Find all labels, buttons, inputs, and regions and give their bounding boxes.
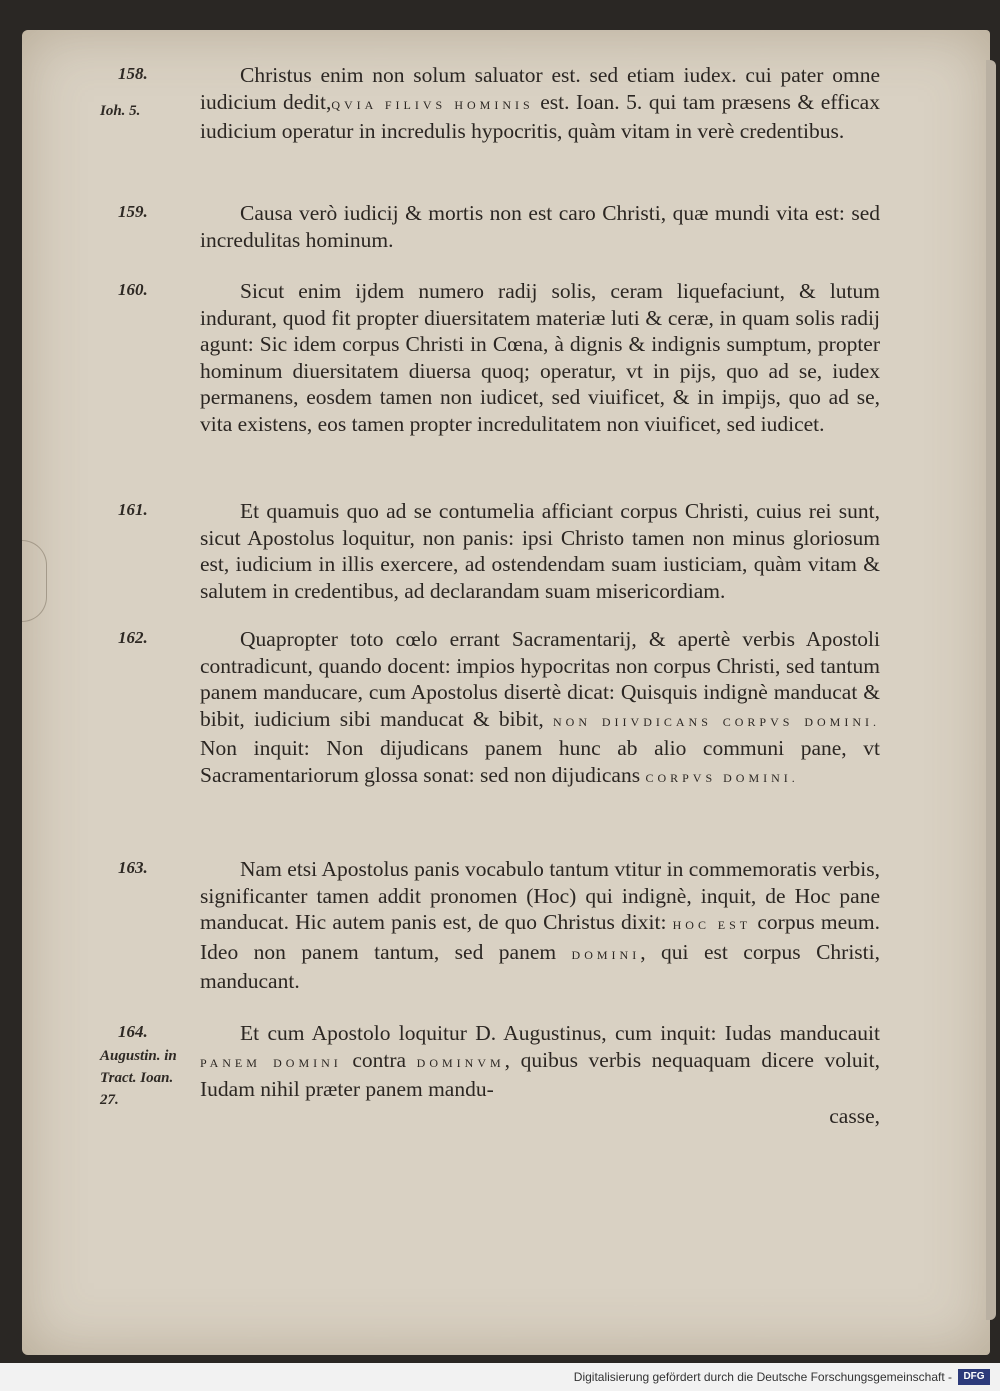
- footer-bar: [0, 1363, 1000, 1391]
- catchword: casse,: [829, 1103, 880, 1128]
- small-caps-text: QVIA FILIVS HOMINIS: [331, 97, 534, 112]
- section-number: 162.: [118, 628, 148, 647]
- dfg-logo: DFG: [958, 1369, 990, 1385]
- text-run: est. Ioan. 5. qui tam præsens & efficax iudicium operatur in incredulis hypocritis, quàm vitam in verè credentibus.: [200, 89, 880, 143]
- text-run: Causa verò iudicij & mortis non est caro Christi, quæ mundi vita est: sed incredulitas hominum.: [200, 201, 880, 252]
- text-run: , quibus verbis nequaquam dicere voluit, Iudam nihil præter panem mandu-: [200, 1047, 880, 1101]
- paragraph: [200, 278, 880, 437]
- small-caps-text: CORPVS DOMINI.: [645, 770, 799, 785]
- section-number: 158.: [118, 64, 148, 83]
- page-edge: [986, 60, 996, 1320]
- text-run: Non inquit: Non dijudicans panem hunc ab alio communi pane, vt Sacramentariorum glossa sonat: sed non dijudicans: [200, 736, 880, 787]
- text-run: Et quamuis quo ad se contumelia afficiant corpus Christi, cuius rei sunt, sicut Apostolus loquitur, non panis: ipsi Christo tamen non minus gloriosum est, iudicium in illis exercere, ad ostendendam suam iusticiam, quàm vitam & salutem in credentibus, ad declarandam suam misericordiam.: [200, 499, 880, 603]
- small-caps-text: DOMINI: [571, 947, 641, 962]
- page-notch: [22, 540, 47, 622]
- paragraph: [200, 498, 880, 604]
- section-number: 164.: [118, 1022, 148, 1041]
- paragraph: [200, 856, 880, 995]
- paragraph: [200, 1020, 880, 1129]
- section-number: 161.: [118, 500, 148, 519]
- section-number: 163.: [118, 858, 148, 877]
- text-run: Nam etsi Apostolus panis vocabulo tantum vtitur in commemoratis verbis, significanter tamen addit pronomen (Hoc) qui indignè, inquit, de Hoc pane manducat. Hic autem panis est, de quo Christus dixit:: [200, 857, 880, 934]
- margin-note: Ioh. 5.: [100, 103, 141, 119]
- small-caps-text: NON DIIVDICANS CORPVS DOMINI.: [552, 714, 880, 729]
- section-number: 159.: [118, 202, 148, 221]
- small-caps-text: PANEM DOMINI: [200, 1055, 342, 1070]
- text-run: contra: [341, 1047, 417, 1072]
- margin-note: Augustin. in Tract. Ioan. 27.: [100, 1048, 177, 1108]
- text-run: Et cum Apostolo loquitur D. Augustinus, cum inquit: Iudas manducauit: [240, 1021, 880, 1045]
- text-run: , qui est corpus Christi, manducant.: [200, 939, 880, 993]
- small-caps-text: DOMINVM: [416, 1055, 505, 1070]
- section-number: 160.: [118, 280, 148, 299]
- text-run: Christus enim non solum saluator est. sed etiam iudex. cui pater omne iudicium dedit,: [200, 63, 880, 114]
- text-run: corpus meum. Ideo non panem tantum, sed panem: [200, 910, 881, 964]
- paragraph: [200, 626, 880, 791]
- text-run: Quapropter toto cœlo errant Sacramentarij, & apertè verbis Apostoli contradicunt, quando docent: impios hypocritas non corpus Christi, sed tantum panem manducare, cum Apostolus disertè dicat: Quisquis indignè manducat & bibit, iudicium sibi manducat & bibit,: [200, 627, 880, 731]
- text-run: Sicut enim ijdem numero radij solis, ceram liquefaciunt, & lutum indurant, quod fit propter diuersitatem materiæ luti & ceræ, in quam solis radij agunt: Sic idem corpus Christi in Cœna, à dignis & indignis sumptum, propter hominum diuersitatem diuersa quoq; operatur, vt in pijs, quo ad se, iudex permanens, eosdem tamen non iudicet, sed viuificet, & in impijs, quo ad se, vita existens, eos tamen propter incredulitatem non viuificet, sed iudicet.: [200, 279, 880, 436]
- small-caps-text: HOC EST: [672, 918, 752, 932]
- paragraph: [200, 62, 880, 145]
- paragraph: [200, 200, 880, 253]
- footer-credit: Digitalisierung gefördert durch die Deutsche Forschungsgemeinschaft -: [573, 1370, 952, 1384]
